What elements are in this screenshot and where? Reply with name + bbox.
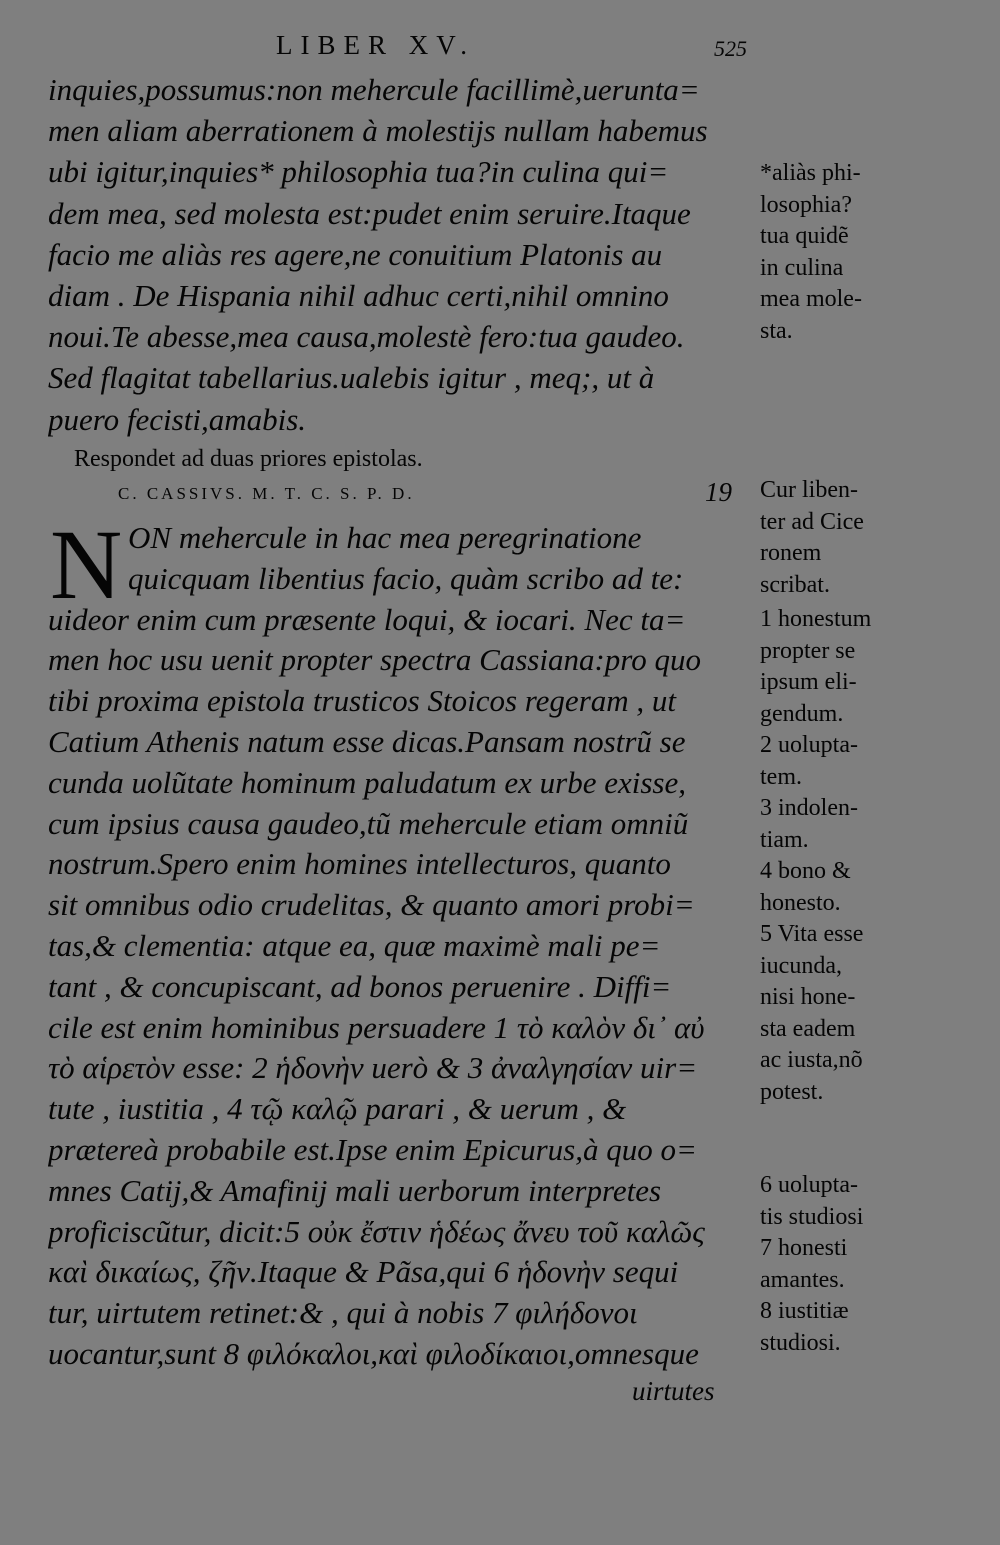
sidenote-line: propter se [760, 637, 856, 664]
sidenote-line: in culina [760, 254, 844, 281]
epistle-heading: Respondet ad duas priores epistolas. [74, 446, 423, 472]
text-line: prætereà probabile est.Ipse enim Epicurus,à quo o= [48, 1132, 697, 1167]
epistle-number: 19 [705, 477, 732, 507]
catchword: uirtutes [632, 1376, 715, 1406]
text-line: tute , iustitia , 4 τῷ καλῷ parari , & uerum , & [48, 1091, 627, 1127]
sidenote-line: ac iusta,nõ [760, 1047, 863, 1073]
text-line: tant , & concupiscant, ad bonos peruenire . Diffi= [48, 968, 672, 1004]
text-line: Catium Athenis natum esse dicas.Pansam nostrũ se [48, 724, 686, 759]
text-line: καὶ δικαίως, ζῆν.Itaque & Pãsa,qui 6 ἡδονὴν sequi [48, 1254, 679, 1290]
sidenote-line: mea mole- [760, 286, 862, 312]
sidenote-line: honesto. [760, 889, 841, 916]
text-line: inquies,possumus:non mehercule facillimè,uerunta= [48, 72, 700, 107]
page-number: 525 [714, 36, 747, 61]
text-line: sit omnibus odio crudelitas, & quanto amori probi= [48, 887, 695, 923]
text-line: dem mea, sed molesta est:pudet enim seruire.Itaque [48, 195, 691, 231]
sidenote-line: sta. [760, 317, 793, 344]
text-line: facio me aliàs res agere,ne conuitium Platonis au [48, 236, 663, 272]
sidenote-line: losophia? [760, 191, 852, 218]
text-line: diam . De Hispania nihil adhuc certi,nihil omnino [48, 278, 669, 313]
text-line: tur, uirtutem retinet:& , qui à nobis 7 φιλήδονοι [48, 1295, 638, 1331]
sidenote-line: ter ad Cice [760, 508, 864, 535]
sidenote-line: 8 iustitiæ [760, 1298, 849, 1324]
text-line: cunda uolũtate hominum paludatum ex urbe exisse, [48, 764, 686, 800]
text-line: cile est enim hominibus persuadere 1 τὸ καλὸν δι᾽ αὐ [48, 1009, 705, 1045]
sidenote-line: studiosi. [760, 1329, 841, 1356]
drop-cap: N [50, 509, 123, 620]
text-line: uideor enim cum præsente loqui, & iocari. Nec ta= [48, 601, 686, 637]
sidenote-line: gendum. [760, 700, 844, 727]
text-line: tibi proxima epistola trusticos Stoicos regeram , ut [48, 683, 677, 719]
text-line: noui.Te abesse,mea causa,molestè fero:tua gaudeo. [48, 319, 685, 355]
sidenote-line: Cur liben- [760, 477, 858, 503]
text-line: uocantur,sunt 8 φιλόκαλοι,καὶ φιλοδίκαιοι,omnesque [48, 1336, 699, 1371]
text-line: men hoc usu uenit propter spectra Cassiana:pro quo [48, 642, 701, 678]
sidenote-line: tiam. [760, 826, 809, 853]
sidenote-line: tis studiosi [760, 1203, 864, 1230]
sidenote-line: scribat. [760, 571, 830, 598]
text-line: quicquam libentius facio, quàm scribo ad te: [128, 560, 684, 596]
sidenote-line: nisi hone- [760, 984, 856, 1010]
running-title: LIBER XV. [276, 30, 476, 60]
sidenote-line: 7 honesti [760, 1235, 848, 1261]
sidenote-line: 2 uolupta- [760, 732, 858, 758]
sidenote-line: 1 honestum [760, 606, 872, 632]
sidenote-line: potest. [760, 1078, 824, 1105]
text-line: ON mehercule in hac mea peregrinatione [128, 520, 642, 555]
sidenote-line: iucunda, [760, 952, 842, 979]
sidenote-line: 4 bono & [760, 858, 851, 884]
text-line: tas,& clementia: atque ea, quæ maximè mali pe= [48, 928, 661, 963]
sidenote-line: 3 indolen- [760, 795, 858, 821]
text-line: proficiscũtur, dicit:5 οὐκ ἔστιν ἡδέως ἄνευ τοῦ καλῶς [48, 1213, 705, 1249]
text-line: τὸ αἱρετὸν esse: 2 ἡδονὴν uerò & 3 ἀναλγησίαν uir= [48, 1050, 698, 1086]
sidenote-line: ipsum eli- [760, 669, 857, 695]
salutation: C. CASSIVS. M. T. C. S. P. D. [118, 484, 415, 503]
sidenote-line: ronem [760, 540, 822, 566]
sidenote-line: 6 uolupta- [760, 1172, 858, 1198]
text-line: Sed flagitat tabellarius.ualebis igitur , meq;, ut à [48, 360, 655, 396]
sidenote-line: tem. [760, 763, 802, 790]
text-line: mnes Catij,& Amafinij mali uerborum interpretes [48, 1172, 662, 1208]
text-line: men aliam aberrationem à molestijs nullam habemus [48, 113, 708, 149]
text-line: cum ipsius causa gaudeo,tũ mehercule etiam omniũ [48, 805, 689, 841]
sidenote-line: sta eadem [760, 1015, 856, 1042]
text-line: nostrum.Spero enim homines intellecturos, quanto [48, 846, 671, 882]
text-line: puero fecisti,amabis. [48, 401, 307, 437]
sidenote-line: *aliàs phi- [760, 160, 861, 186]
sidenote-line: tua quidẽ [760, 223, 849, 249]
sidenote-line: amantes. [760, 1266, 845, 1293]
text-line: ubi igitur,inquies* philosophia tua?in culina qui= [48, 154, 669, 190]
sidenote-line: 5 Vita esse [760, 921, 864, 947]
